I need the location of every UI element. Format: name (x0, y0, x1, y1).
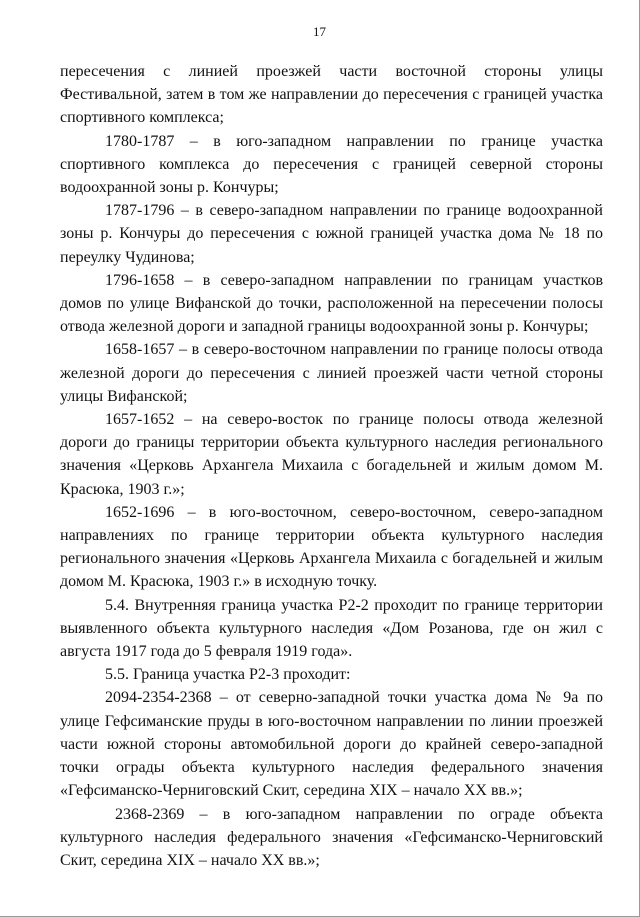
page-number: 17 (313, 24, 326, 39)
document-body (60, 60, 603, 872)
paragraph-segment-1796-1658: 1796-1658 – в северо-западном направлении по границам участков домов по улице Вифанской до точки, расположенной на пересечении полосы отвода железной дороги и западной границы водоохранной зоны р. Кончуры; (60, 271, 603, 336)
paragraph-segment-1657-1652: 1657-1652 – на северо-восток по границе полосы отвода железной дороги до границы территории объекта культурного наследия регионального значения «Церковь Архангела Михаила с богадельней и жилым домом М. Красюка, 1903 г.»; (60, 411, 603, 498)
paragraph-section-5-5: 5.5. Граница участка Р2-3 проходит: (105, 666, 351, 684)
paragraph-section-5-4: 5.4. Внутренняя граница участка Р2-2 проходит по границе территории выявленного объекта культурного наследия «Дом Розанова, где он жил с августа 1917 года до 5 февраля 1919 года». (60, 596, 603, 661)
paragraph-segment-2368-2369: 2368-2369 – в юго-западном направлении по ограде объекта культурного наследия федерального значения «Гефсиманско-Черниговский Скит, середина XIX – начало XX вв.»; (60, 805, 603, 869)
paragraph-continuation: пересечения с линией проезжей части восточной стороны улицы Фестивальной, затем в том же направлении до пересечения с границей участка спортивного комплекса; (60, 63, 603, 127)
paragraph-segment-1787-1796: 1787-1796 – в северо-западном направлении по границе водоохранной зоны р. Кончуры до пересечения с южной границей участка дома № 18 по переулку Чудинова; (60, 202, 603, 266)
paragraph-segment-1652-1696: 1652-1696 – в юго-восточном, северо-восточном, северо-западном направлениях по границе территории объекта культурного наследия регионального значения «Церковь Архангела Михаила с богадельней и жилым домом М. Красюка, 1903 г.» в исходную точку. (60, 503, 603, 591)
paragraph-segment-1658-1657: 1658-1657 – в северо-восточном направлении по границе полосы отвода железной дороги до пересечения с линией проезжей части четной стороны улицы Вифанской; (60, 341, 603, 405)
paragraph-segment-2094-2354-2368: 2094-2354-2368 – от северно-западной точки участка дома № 9а по улице Гефсиманские пруды в юго-восточном направлении по линии проезжей части южной стороны автомобильной дороги до крайней северо-западной точки ограды объекта культурного наследия федерального значения «Гефсиманско-Черниговский Скит, середина XIX – начало XX вв.»; (60, 689, 603, 800)
paragraph-segment-1780-1787: 1780-1787 – в юго-западном направлении по границе участка спортивного комплекса до пересечения с границей северной стороны водоохранной зоны р. Кончуры; (60, 132, 603, 197)
